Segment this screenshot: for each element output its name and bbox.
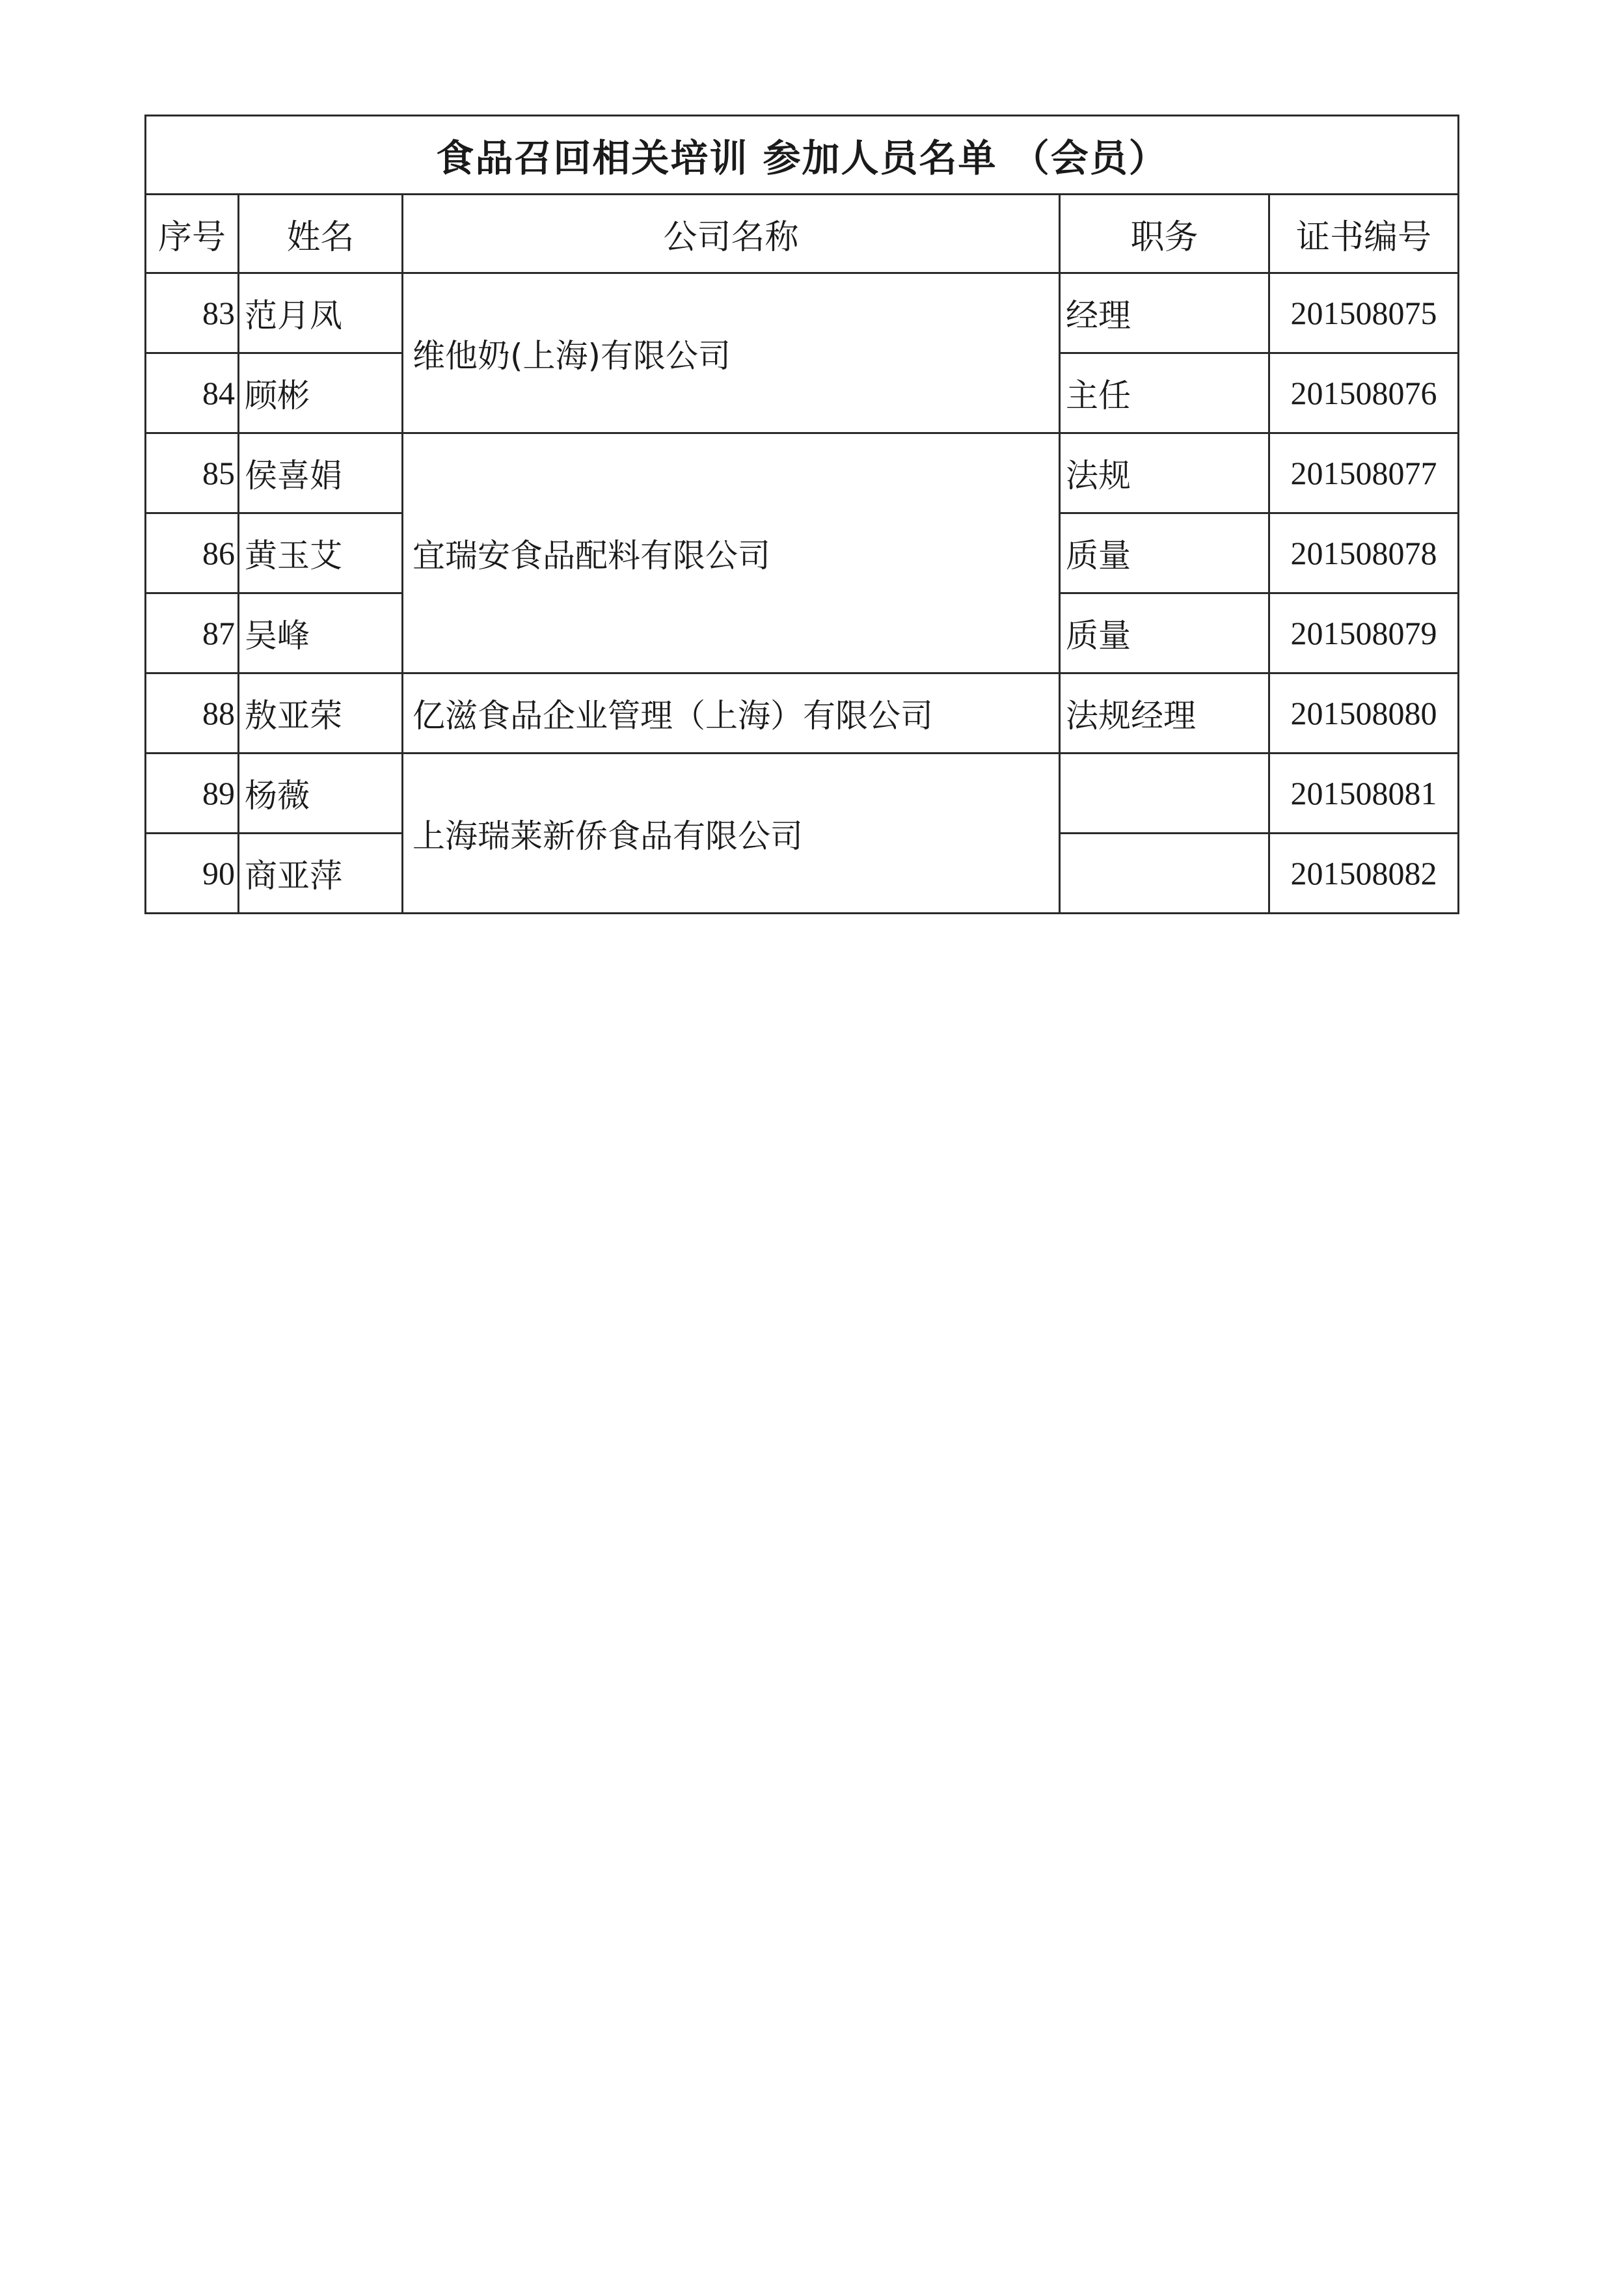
row-position (1060, 834, 1269, 914)
row-cert: 201508082 (1269, 834, 1459, 914)
row-company: 亿滋食品企业管理（上海）有限公司 (403, 673, 1060, 754)
row-no: 90 (146, 834, 239, 914)
row-position: 质量 (1060, 593, 1269, 673)
row-position: 主任 (1060, 353, 1269, 433)
table-row (146, 433, 1459, 513)
header-cert: 证书编号 (1269, 195, 1459, 273)
row-cert: 201508075 (1269, 273, 1459, 353)
table-row (146, 273, 1459, 353)
document-title: 食品召回相关培训 参加人员名单 （会员） (146, 116, 1459, 195)
row-cert: 201508080 (1269, 673, 1459, 754)
row-no: 88 (146, 673, 239, 754)
row-no: 89 (146, 754, 239, 834)
row-name: 吴峰 (239, 593, 403, 673)
row-company: 维他奶(上海)有限公司 (403, 273, 1060, 433)
row-cert: 201508077 (1269, 433, 1459, 513)
row-no: 85 (146, 433, 239, 513)
row-name: 范月凤 (239, 273, 403, 353)
header-name: 姓名 (239, 195, 403, 273)
row-name: 侯喜娟 (239, 433, 403, 513)
row-cert: 201508076 (1269, 353, 1459, 433)
row-company: 宜瑞安食品配料有限公司 (403, 433, 1060, 673)
row-position: 法规经理 (1060, 673, 1269, 754)
table-header-row (146, 195, 1459, 273)
attendee-table (144, 115, 1459, 914)
table-row (146, 754, 1459, 834)
row-no: 87 (146, 593, 239, 673)
row-name: 顾彬 (239, 353, 403, 433)
header-no: 序号 (146, 195, 239, 273)
row-name: 商亚萍 (239, 834, 403, 914)
row-position: 法规 (1060, 433, 1269, 513)
row-cert: 201508081 (1269, 754, 1459, 834)
header-position: 职务 (1060, 195, 1269, 273)
row-cert: 201508079 (1269, 593, 1459, 673)
row-cert: 201508078 (1269, 513, 1459, 593)
row-company: 上海瑞莱新侨食品有限公司 (403, 754, 1060, 914)
row-no: 83 (146, 273, 239, 353)
header-company: 公司名称 (403, 195, 1060, 273)
row-position (1060, 754, 1269, 834)
row-no: 84 (146, 353, 239, 433)
roster-sheet (144, 115, 1457, 914)
row-name: 杨薇 (239, 754, 403, 834)
table-row (146, 673, 1459, 754)
row-name: 黄玉艾 (239, 513, 403, 593)
row-no: 86 (146, 513, 239, 593)
row-position: 质量 (1060, 513, 1269, 593)
row-name: 敖亚荣 (239, 673, 403, 754)
row-position: 经理 (1060, 273, 1269, 353)
